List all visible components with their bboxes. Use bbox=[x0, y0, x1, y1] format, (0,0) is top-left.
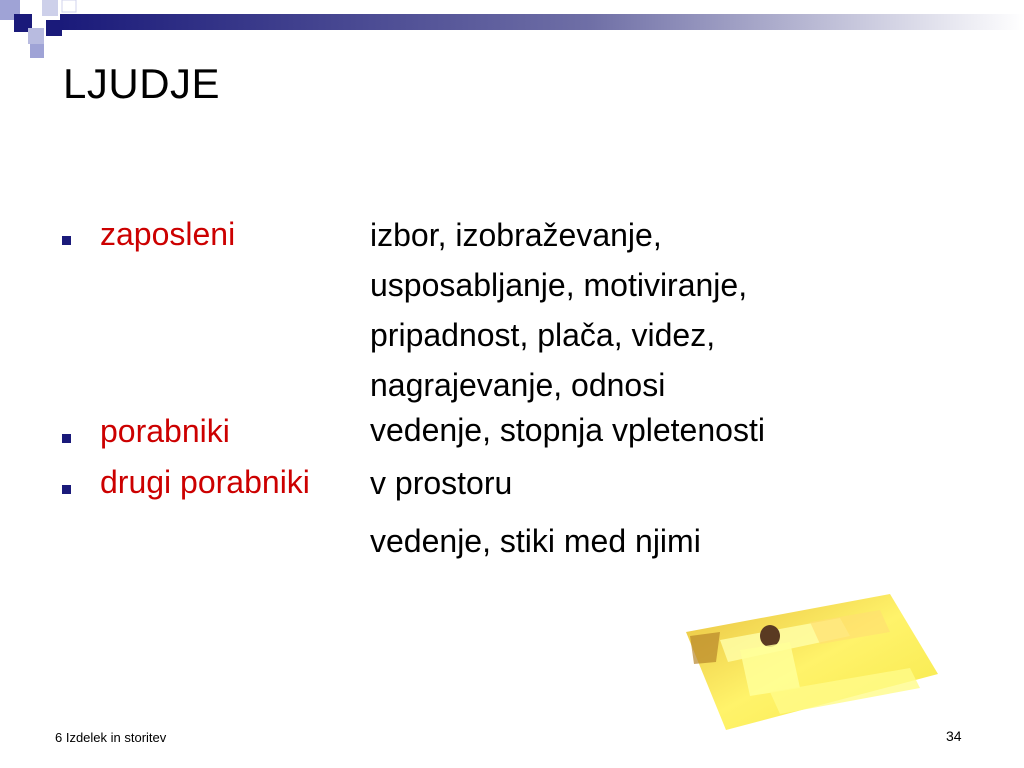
page-number: 34 bbox=[946, 728, 962, 744]
term-description bbox=[370, 405, 765, 455]
footer-text: 6 Izdelek in storitev bbox=[55, 730, 167, 745]
bullet-icon bbox=[62, 236, 71, 245]
term-description bbox=[370, 210, 747, 410]
bullet-icon bbox=[62, 434, 71, 443]
term-label: zaposleni bbox=[100, 216, 236, 252]
description-line: pripadnost, plača, videz, bbox=[370, 317, 716, 353]
people-photo bbox=[680, 592, 940, 737]
description-line: vedenje, stopnja vpletenosti bbox=[370, 412, 765, 448]
deco-square bbox=[62, 0, 76, 12]
deco-square bbox=[46, 20, 62, 36]
term-label: drugi porabniki bbox=[100, 464, 310, 500]
term-description bbox=[370, 458, 701, 566]
deco-square bbox=[28, 28, 44, 44]
deco-square bbox=[30, 44, 44, 58]
header-band bbox=[60, 14, 1024, 30]
description-line: nagrajevanje, odnosi bbox=[370, 367, 666, 403]
description-line: usposabljanje, motiviranje, bbox=[370, 267, 748, 303]
deco-square bbox=[42, 0, 58, 16]
description-line: v prostoru bbox=[370, 465, 513, 501]
description-line: vedenje, stiki med njimi bbox=[370, 523, 701, 559]
description-line: izbor, izobraževanje, bbox=[370, 217, 662, 253]
slide-title: LJUDJE bbox=[63, 60, 221, 107]
bullet-icon bbox=[62, 485, 71, 494]
term-label: porabniki bbox=[100, 413, 230, 449]
